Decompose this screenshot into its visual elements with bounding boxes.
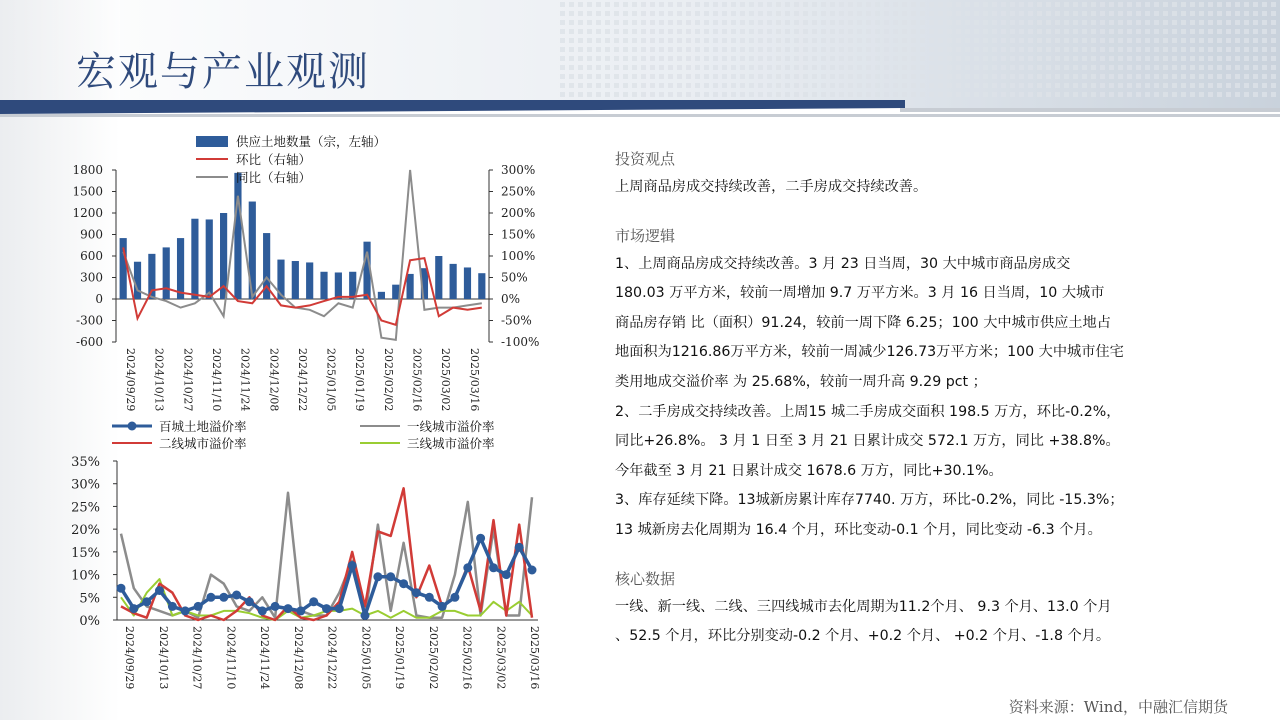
premium-marker (194, 602, 203, 611)
x-tick-label: 2025/02/16 (410, 348, 424, 412)
x-tick-label: 2024/12/22 (295, 348, 309, 412)
premium-marker (271, 602, 280, 611)
supply-bar (450, 264, 457, 299)
supply-bar (392, 285, 399, 299)
x-tick-label: 2024/10/13 (152, 348, 166, 412)
supply-bar (320, 272, 327, 299)
chart2-tick-label: 0% (79, 614, 100, 629)
section-line: 13 城新房去化周期为 16.4 个月，环比变动-0.1 个月，同比变动 -6.3 个月。 (615, 521, 1102, 538)
legend2-label: 二线城市溢价率 (159, 436, 247, 451)
chart2-x-tick-label: 2024/11/24 (258, 626, 271, 690)
premium-marker (515, 543, 524, 552)
chart2-x-tick-label: 2024/12/08 (291, 626, 305, 690)
left-tick-label: 900 (80, 227, 103, 242)
x-tick-label: 2025/03/16 (467, 348, 481, 412)
left-tick-label: -300 (76, 313, 103, 328)
section-line: 2、二手房成交持续改善。上周15 城二手房成交面积 198.5 万方，环比-0.2%， (615, 403, 1121, 420)
chart2-tick-label: 25% (71, 500, 100, 516)
section-line: 地面积为1216.86万平方米，较前一周减少126.73万平方米；100 大中城市住宅 (615, 344, 1124, 361)
supply-bar (134, 262, 141, 299)
section-gap (615, 546, 1230, 566)
legend-swatch-bar (196, 136, 228, 147)
x-tick-label: 2024/12/08 (267, 348, 281, 412)
section-line: 今年截至 3 月 21 日累计成交 1678.6 万方，同比+30.1%。 (615, 462, 1003, 479)
right-tick-label: 200% (501, 206, 536, 220)
chart2-tick-label: 35% (71, 455, 100, 470)
legend-label: 同比（右轴） (236, 170, 312, 185)
premium-marker (502, 570, 511, 579)
supply-bar (191, 219, 198, 299)
chart2-x-tick-label: 2025/02/16 (460, 626, 474, 690)
chart2-x-tick-label: 2025/02/02 (426, 626, 440, 690)
x-tick-label: 2025/02/02 (381, 348, 395, 412)
supply-bar (120, 238, 127, 299)
x-tick-label: 2024/10/27 (181, 348, 195, 412)
left-tick-label: 0 (95, 292, 103, 306)
supply-bar (378, 292, 385, 299)
left-tick-label: 1500 (72, 184, 103, 199)
section-heading: 市场逻辑 (615, 226, 676, 245)
premium-marker (528, 566, 537, 575)
premium-marker (219, 593, 228, 602)
premium-marker (309, 597, 318, 606)
chart2-tick-label: 20% (71, 523, 100, 539)
left-tick-label: -600 (76, 335, 103, 349)
right-tick-label: 50% (501, 270, 528, 285)
supply-bar (435, 256, 442, 299)
x-tick-label: 2025/01/19 (353, 348, 367, 412)
chart2-tick-label: 30% (71, 477, 100, 493)
premium-marker (245, 597, 254, 606)
supply-bar (407, 274, 414, 299)
premium-marker (206, 593, 215, 602)
section-line: 一线、新一线、二线、三四线城市去化周期为11.2个月、 9.3 个月、13.0 个月 (615, 598, 1112, 615)
premium-marker (489, 563, 498, 572)
premium-marker (386, 572, 395, 581)
section-line: 、52.5 个月，环比分别变动-0.2 个月、+0.2 个月、 +0.2 个月、-1.8 个月。 (615, 628, 1111, 645)
legend2-label: 百城土地溢价率 (159, 419, 247, 434)
chart2-x-tick-label: 2024/09/29 (123, 626, 136, 690)
text-panel (615, 146, 1230, 652)
section-line: 1、上周商品房成交持续改善。3 月 23 日当周，30 大中城市商品房成交 (615, 255, 1071, 272)
supply-bar (163, 247, 170, 299)
premium-marker (335, 604, 344, 613)
left-tick-label: 1800 (72, 163, 103, 177)
premium-line (121, 488, 532, 620)
premium-marker (181, 606, 190, 615)
premium-marker (155, 586, 164, 595)
premium-marker (348, 561, 357, 570)
x-tick-label: 2024/11/24 (238, 348, 252, 412)
premium-line (121, 493, 532, 618)
section-line: 类用地成交溢价率 为 25.68%，较前一周升高 9.29 pct ； (615, 373, 987, 390)
premium-marker (142, 597, 151, 606)
chart2-tick-label: 15% (71, 545, 100, 561)
premium-marker (361, 611, 370, 620)
right-tick-label: 150% (501, 227, 536, 242)
x-tick-label: 2024/11/10 (209, 348, 223, 412)
premium-marker (450, 593, 459, 602)
premium-marker (463, 563, 472, 572)
legend2-label: 一线城市溢价率 (407, 419, 495, 434)
page-title: 宏观与产业观测 (76, 49, 370, 95)
chart2-tick-label: 5% (79, 591, 100, 607)
right-tick-label: -100% (501, 335, 540, 349)
section-line: 商品房存销 比（面积）91.24，较前一周下降 6.25；100 大中城市供应土地占 (615, 314, 1111, 331)
supply-bar (306, 262, 313, 299)
premium-marker (284, 604, 293, 613)
section-line: 180.03 万平方米，较前一周增加 9.7 万平方米。3 月 16 日当周，10 大城市 (615, 285, 1105, 302)
chart2-x-tick-label: 2024/10/13 (156, 626, 170, 690)
chart2-x-tick-label: 2025/01/05 (359, 626, 373, 690)
x-tick-label: 2025/01/05 (324, 348, 338, 412)
premium-marker (258, 606, 267, 615)
section-line: 同比+26.8%。 3 月 1 日至 3 月 21 日累计成交 572.1 万方，同比 +38.8%。 (615, 433, 1120, 450)
supply-bar (206, 219, 213, 299)
chart2-x-tick-label: 2025/03/02 (494, 626, 508, 690)
left-tick-label: 1200 (72, 206, 103, 220)
supply-bar (292, 261, 299, 299)
right-tick-label: 250% (501, 184, 536, 199)
premium-marker (438, 602, 447, 611)
supply-bar (177, 238, 184, 299)
section-line: 上周商品房成交持续改善，二手房成交持续改善。 (615, 179, 928, 195)
supply-bar (464, 267, 471, 299)
chart2-x-tick-label: 2025/03/16 (528, 626, 541, 690)
section-heading: 核心数据 (615, 569, 676, 588)
legend2-label: 三线城市溢价率 (407, 436, 495, 451)
right-tick-label: 0% (501, 292, 521, 306)
right-tick-label: -50% (501, 313, 532, 328)
chart2-tick-label: 10% (71, 568, 100, 584)
premium-marker (425, 593, 434, 602)
chart2-x-tick-label: 2024/11/10 (224, 626, 238, 690)
premium-marker (476, 534, 485, 543)
premium-marker (232, 591, 241, 600)
premium-marker (412, 588, 421, 597)
supply-bar (234, 173, 241, 299)
supply-bar (335, 272, 342, 299)
premium-marker (129, 604, 138, 613)
left-tick-label: 300 (80, 270, 103, 285)
legend2-marker (128, 422, 137, 431)
supply-bar (478, 273, 485, 299)
premium-marker (168, 602, 177, 611)
premium-marker (373, 572, 382, 581)
source-note: 资料来源：Wind，中融汇信期货 (1008, 698, 1228, 716)
premium-marker (322, 604, 331, 613)
left-tick-label: 600 (80, 249, 103, 263)
legend-label: 供应土地数量（宗，左轴） (236, 134, 387, 149)
x-tick-label: 2024/09/29 (124, 348, 137, 412)
premium-marker (296, 606, 305, 615)
section-gap (615, 203, 1230, 223)
x-tick-label: 2025/03/02 (439, 348, 453, 412)
right-tick-label: 100% (501, 249, 536, 263)
premium-marker (399, 579, 408, 588)
chart2-x-tick-label: 2025/01/19 (393, 626, 406, 690)
section-line: 3、库存延续下降。13城新房累计库存7740. 万方，环比-0.2%，同比 -15.3%； (615, 492, 1124, 509)
section-heading: 投资观点 (615, 150, 676, 168)
legend-label: 环比（右轴） (236, 152, 312, 167)
chart2-x-tick-label: 2024/12/22 (325, 626, 339, 690)
premium-marker (117, 584, 126, 593)
right-tick-label: 300% (501, 163, 536, 177)
chart2-x-tick-label: 2024/10/27 (190, 626, 204, 690)
